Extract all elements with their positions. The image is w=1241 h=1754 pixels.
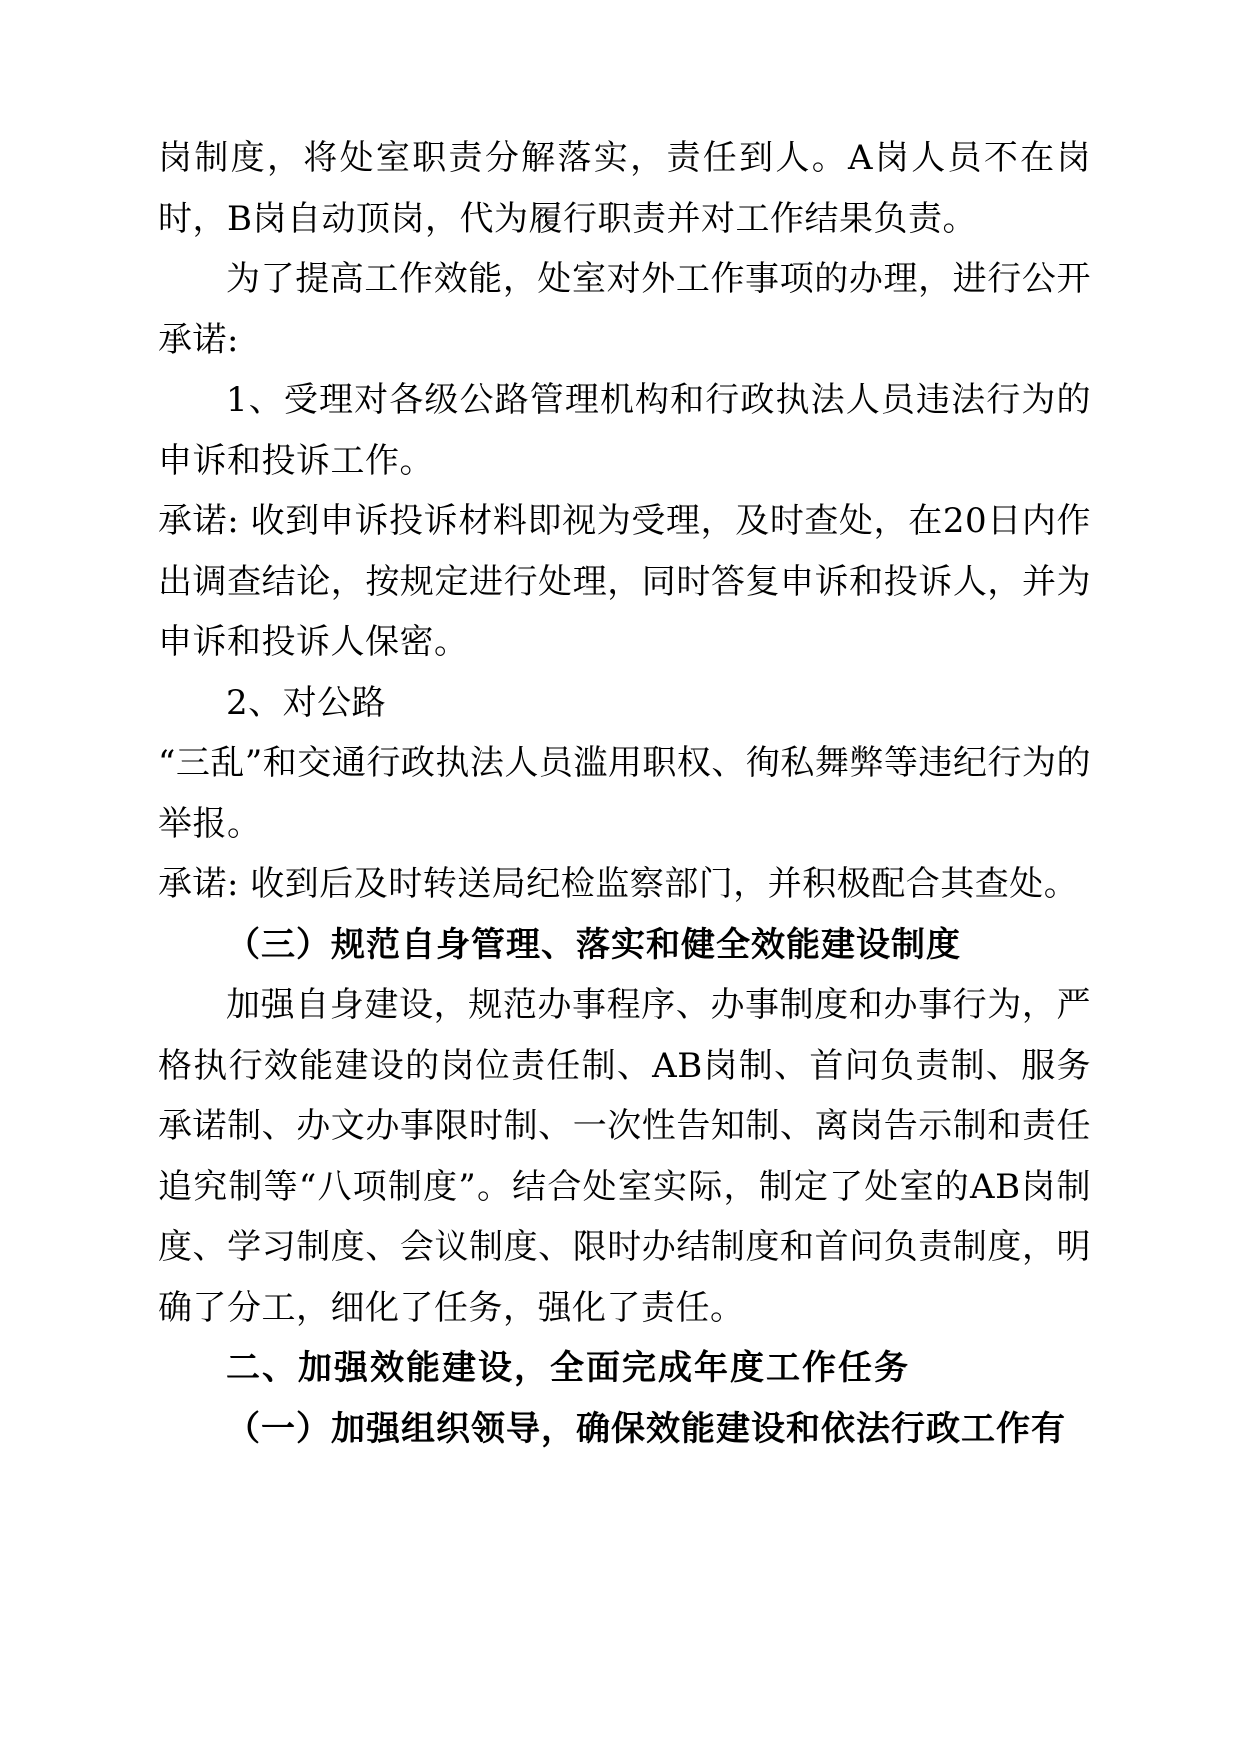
paragraph-item-2-continued: “三乱”和交通行政执法人员滥用职权、徇私舞弊等违纪行为的举报。 (158, 743, 1091, 844)
paragraph-item-2: 2、对公路 (226, 682, 387, 723)
document-body (158, 128, 1091, 1459)
paragraph-item-1: 1、受理对各级公路管理机构和行政执法人员违法行为的申诉和投诉工作。 (158, 380, 1091, 481)
heading-section-two-one: （一）加强组织领导，确保效能建设和依法行政工作有 (226, 1408, 1066, 1449)
paragraph-continuation-ab-post: 岗制度，将处室职责分解落实，责任到人。A岗人员不在岗时，B岗自动顶岗，代为履行职责并对工作结果负责。 (158, 138, 1091, 239)
paragraph-commitment-1: 承诺: 收到申诉投诉材料即视为受理，及时查处，在20日内作出调查结论，按规定进行处理，同时答复申诉和投诉人，并为申诉和投诉人保密。 (158, 501, 1091, 663)
paragraph-self-management: 加强自身建设，规范办事程序、办事制度和办事行为，严格执行效能建设的岗位责任制、AB岗制、首问负责制、服务承诺制、办文办事限时制、一次性告知制、离岗告示制和责任追究制等“八项制度”。结合处室实际，制定了处室的AB岗制度、学习制度、会议制度、限时办结制度和首问负责制度，明确了分工，细化了任务，强化了责任。 (158, 985, 1091, 1328)
paragraph-commitment-2: 承诺: 收到后及时转送局纪检监察部门，并积极配合其查处。 (158, 864, 1079, 905)
heading-section-two: 二、加强效能建设，全面完成年度工作任务 (226, 1348, 910, 1389)
paragraph-public-commitment-intro: 为了提高工作效能，处室对外工作事项的办理，进行公开承诺: (158, 259, 1091, 360)
heading-section-three: （三）规范自身管理、落实和健全效能建设制度 (226, 924, 961, 965)
